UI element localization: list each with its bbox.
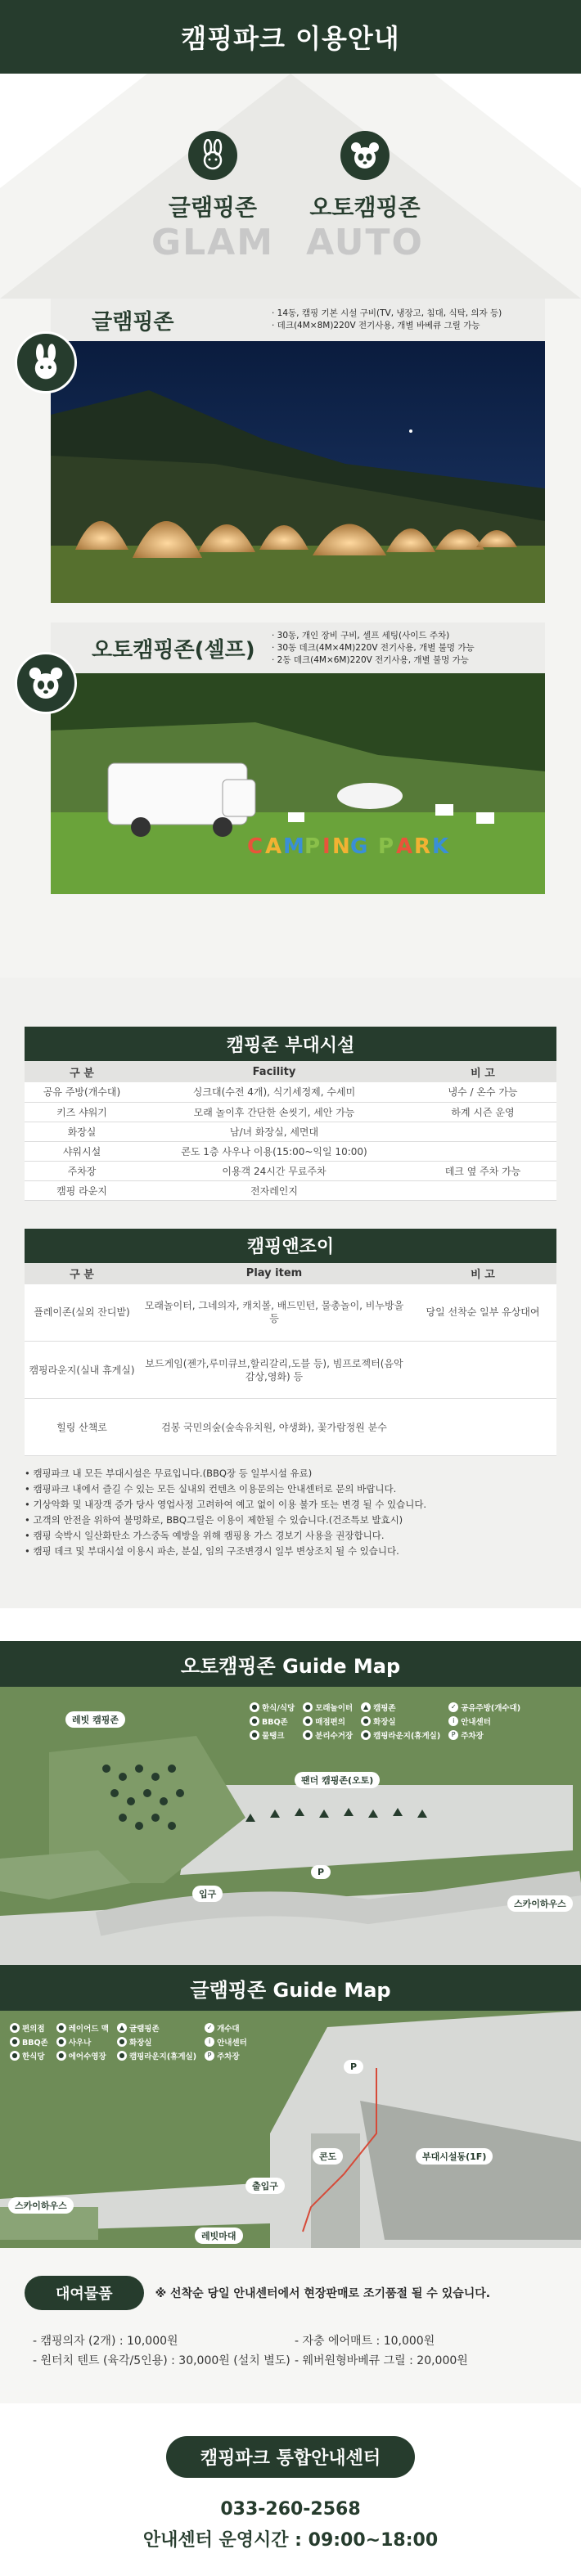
- footer: [0, 2403, 581, 2576]
- rental-section: [0, 2248, 581, 2403]
- table-cell: 남/녀 화장실, 세면대: [139, 1122, 409, 1141]
- table-cell: 냉수 / 온수 가능: [409, 1082, 556, 1102]
- glammap-title: 글램핑존 Guide Map: [0, 1965, 581, 2011]
- table-cell: 데크 옆 주차 가능: [409, 1161, 556, 1180]
- spacer: [0, 1608, 581, 1641]
- autocamp-feature: · 30동, 개인 장비 구비, 셀프 세팅(사이드 주차): [272, 630, 450, 641]
- table-header: 비 고: [409, 1263, 556, 1284]
- legend-item: ▲ 캠핑존: [361, 1702, 440, 1713]
- zone-glam-english: GLAM: [151, 222, 274, 263]
- footer-title: 캠핑파크 통합안내센터: [166, 2436, 415, 2478]
- svg-text:G: G: [350, 834, 368, 859]
- glamping-features: [272, 308, 502, 332]
- legend-item: ● BBQ존: [10, 2036, 48, 2048]
- table-header: Facility: [139, 1061, 409, 1082]
- autocamp-feature: · 2동 데크(4M×6M)220V 전기사용, 개별 불멍 가능: [272, 654, 469, 665]
- svg-text:P: P: [378, 834, 394, 859]
- table-header: 구 분: [25, 1061, 139, 1082]
- legend-item: ● 레이어드 맥: [56, 2022, 109, 2034]
- notes-list: [25, 1466, 556, 1559]
- zone-auto: [283, 131, 447, 263]
- legend-item: ● 캠핑라운지(휴게실): [117, 2050, 196, 2061]
- table-row: [25, 1180, 556, 1200]
- note-item: • 고객의 안전을 위하여 불멍화로, BBQ그릴은 이용이 제한될 수 있습니다.(건조특보 발효시): [25, 1513, 556, 1528]
- table-cell: 당일 선착순 일부 유상대여: [409, 1284, 556, 1342]
- facilities-title: 캠핑존 부대시설: [25, 1027, 556, 1061]
- glamping-title: 글램핑존: [92, 309, 174, 335]
- facilities-body: [25, 1082, 556, 1200]
- autocamp-photo: [51, 673, 545, 897]
- enjoy-body: [25, 1284, 556, 1456]
- svg-text:I: I: [322, 834, 331, 859]
- map-label-skyhouse: 스카이하우스: [507, 1895, 573, 1912]
- table-row: [25, 1342, 556, 1399]
- legend-item: ● 물탱크: [250, 1729, 295, 1741]
- svg-text:R: R: [414, 834, 431, 859]
- glamping-photo: [51, 341, 545, 606]
- legend-item: P 주차장: [448, 1729, 520, 1741]
- table-cell: [409, 1399, 556, 1456]
- table-cell: 전자레인지: [139, 1180, 409, 1200]
- table-cell: 화장실: [25, 1122, 139, 1141]
- svg-text:A: A: [396, 834, 413, 859]
- legend-item: ● 사우나: [56, 2036, 109, 2048]
- legend-item: ✓ 공유주방(개수대): [448, 1702, 520, 1713]
- table-cell: 주차장: [25, 1161, 139, 1180]
- table-cell: 모래 놀이후 간단한 손씻기, 세안 가능: [139, 1102, 409, 1122]
- table-row: [25, 1082, 556, 1102]
- autocamp-info-bar: [51, 623, 545, 673]
- facility-tables: [0, 978, 581, 1608]
- legend-item: ● 한식당: [10, 2050, 48, 2061]
- rental-item: - 캠핑의자 (2개) : 10,000원: [33, 2335, 178, 2348]
- table-header: 구 분: [25, 1263, 139, 1284]
- rabbit-badge-icon: [15, 331, 77, 393]
- rental-label: 대여물품: [25, 2276, 144, 2310]
- table-header: 비 고: [409, 1061, 556, 1082]
- map-label-entrance: 입구: [192, 1886, 223, 1902]
- zone-auto-name: 오토캠핑존: [309, 194, 421, 221]
- autocamp-feature: · 30동 데크(4M×4M)220V 전기사용, 개별 불멍 가능: [272, 642, 475, 653]
- legend-item: ✓ 개수대: [205, 2022, 247, 2034]
- table-cell: 검봉 국민의숲(숲속유치원, 야생화), 꽃가람정원 분수: [139, 1399, 409, 1456]
- rental-item: - 웨버원형바베큐 그릴 : 20,000원: [295, 2354, 468, 2367]
- header: [0, 0, 581, 74]
- map-label-condo: 콘도: [313, 2148, 343, 2165]
- page-title: 캠핑파크 이용안내: [181, 23, 400, 54]
- table-header-row: [25, 1263, 556, 1284]
- legend-item: ▲ 글램핑존: [117, 2022, 196, 2034]
- facilities-table: [25, 1061, 556, 1201]
- spacer: [0, 606, 581, 623]
- footer-phone[interactable]: 033-260-2568: [220, 2499, 361, 2520]
- svg-text:P: P: [304, 834, 321, 859]
- note-item: • 캠핑파크 내에서 즐길 수 있는 모든 실내외 컨텐츠 이용문의는 안내센터로 문의 바랍니다.: [25, 1481, 556, 1497]
- legend-item: ● 모래놀이터: [303, 1702, 353, 1713]
- table-row: [25, 1284, 556, 1342]
- glamping-feature: · 14동, 캠핑 기본 시설 구비(TV, 냉장고, 침대, 식탁, 의자 등): [272, 308, 502, 318]
- note-item: • 기상악화 및 내장객 증가 당사 영업사정 고려하여 예고 없이 이용 불가 또는 변경 될 수 있습니다.: [25, 1497, 556, 1513]
- glamping-section: [0, 299, 581, 606]
- map-label-restaurant: 레빗마대: [195, 2228, 243, 2244]
- glammap-legend: [10, 2022, 247, 2061]
- table-row: [25, 1161, 556, 1180]
- map-label-annex: 부대시설동(1F): [416, 2148, 493, 2165]
- rabbit-icon: [188, 131, 237, 180]
- footer-hours: 안내센터 운영시간 : 09:00~18:00: [142, 2530, 439, 2551]
- note-item: • 캠핑파크 내 모든 부대시설은 무료입니다.(BBQ장 등 일부시설 유료): [25, 1466, 556, 1481]
- table-cell: 모래놀이터, 그네의자, 캐치볼, 배드민턴, 물총놀이, 비누방울 등: [139, 1284, 409, 1342]
- spacer: [0, 897, 581, 978]
- rental-item: - 원터치 텐트 (육각/5인용) : 30,000원 (설치 별도): [33, 2354, 290, 2367]
- legend-item: ● 에어수영장: [56, 2050, 109, 2061]
- autocamp-features: [272, 630, 475, 667]
- rental-header: [25, 2276, 556, 2310]
- svg-text:M: M: [283, 834, 304, 859]
- table-row: [25, 1399, 556, 1456]
- table-cell: 하계 시즌 운영: [409, 1102, 556, 1122]
- table-header: Play item: [139, 1263, 409, 1284]
- table-cell: [409, 1342, 556, 1399]
- automap-legend: [250, 1702, 520, 1741]
- table-cell: 키즈 샤워기: [25, 1102, 139, 1122]
- map-label-skyhouse: 스카이하우스: [8, 2197, 74, 2214]
- automap: [0, 1687, 581, 1965]
- table-cell: 공유 주방(개수대): [25, 1082, 139, 1102]
- table-cell: [409, 1122, 556, 1141]
- svg-text:C: C: [247, 834, 263, 859]
- rental-items: [25, 2331, 556, 2371]
- glamping-info-bar: [51, 299, 545, 341]
- table-cell: [409, 1141, 556, 1161]
- legend-item: i 안내센터: [205, 2036, 247, 2048]
- rental-note: ※ 선착순 당일 안내센터에서 현장판매로 조기품절 될 수 있습니다.: [155, 2287, 491, 2300]
- map-label-entrance: 출입구: [245, 2178, 285, 2194]
- glamping-feature: · 데크(4M×8M)220V 전기사용, 개별 바베큐 그릴 가능: [272, 321, 480, 330]
- rental-item: - 자충 에어매트 : 10,000원: [295, 2335, 435, 2348]
- panda-badge-icon: [15, 652, 77, 714]
- note-item: • 캠핑 숙박시 일산화탄소 가스중독 예방을 위해 캠핑용 가스 경보기 사용을 권장합니다.: [25, 1528, 556, 1544]
- svg-text:A: A: [265, 834, 282, 859]
- table-row: [25, 1141, 556, 1161]
- table-cell: 캠핑라운지(실내 휴게실): [25, 1342, 139, 1399]
- legend-item: ● 편의점: [10, 2022, 48, 2034]
- table-cell: [409, 1180, 556, 1200]
- legend-item: P 주차장: [205, 2050, 247, 2061]
- legend-item: ● 분리수거장: [303, 1729, 353, 1741]
- autocamp-section: [0, 623, 581, 897]
- enjoy-table: [25, 1263, 556, 1457]
- legend-item: ● 화장실: [117, 2036, 196, 2048]
- legend-item: i 안내센터: [448, 1715, 520, 1727]
- table-row: [25, 1122, 556, 1141]
- table-cell: 콘도 1층 사우나 이용(15:00~익일 10:00): [139, 1141, 409, 1161]
- table-cell: 캠핑 라운지: [25, 1180, 139, 1200]
- legend-item: ● BBQ존: [250, 1715, 295, 1727]
- svg-text:K: K: [432, 834, 449, 859]
- table-cell: 플레이존(실외 잔디밭): [25, 1284, 139, 1342]
- table-cell: 싱크대(수전 4개), 식기세정제, 수세미: [139, 1082, 409, 1102]
- map-label-rabbit-zone: 레빗 캠핑존: [65, 1711, 125, 1728]
- zones-intro: [0, 74, 581, 299]
- legend-item: ● 한식/식당: [250, 1702, 295, 1713]
- legend-item: ● 화장실: [361, 1715, 440, 1727]
- table-cell: 샤워시설: [25, 1141, 139, 1161]
- legend-item: ● 매점편의: [303, 1715, 353, 1727]
- svg-text:N: N: [332, 834, 350, 859]
- zone-glam-name: 글램핑존: [168, 194, 258, 221]
- map-label-parking: P: [311, 1865, 331, 1879]
- map-label-panda-zone: 팬더 캠핑존(오토): [295, 1772, 380, 1788]
- enjoy-title: 캠핑앤조이: [25, 1229, 556, 1263]
- table-cell: 힐링 산책로: [25, 1399, 139, 1456]
- panda-icon: [340, 131, 390, 180]
- legend-item: ● 캠핑라운지(휴게실): [361, 1729, 440, 1741]
- table-header-row: [25, 1061, 556, 1082]
- map-label-parking: P: [344, 2060, 363, 2074]
- table-cell: 이용객 24시간 무료주차: [139, 1161, 409, 1180]
- glammap: [0, 2011, 581, 2248]
- note-item: • 캠핑 데크 및 부대시설 이용시 파손, 분실, 임의 구조변경시 일부 변상조치 될 수 있습니다.: [25, 1544, 556, 1559]
- automap-title: 오토캠핑존 Guide Map: [0, 1641, 581, 1687]
- autocamp-title: 오토캠핑존(셀프): [92, 637, 255, 663]
- zone-glam: [131, 131, 295, 263]
- zone-auto-english: AUTO: [306, 222, 424, 263]
- table-cell: 보드게임(젠가,루미큐브,할리갈리,도블 등), 빔프로젝터(음악감상,영화) 등: [139, 1342, 409, 1399]
- table-row: [25, 1102, 556, 1122]
